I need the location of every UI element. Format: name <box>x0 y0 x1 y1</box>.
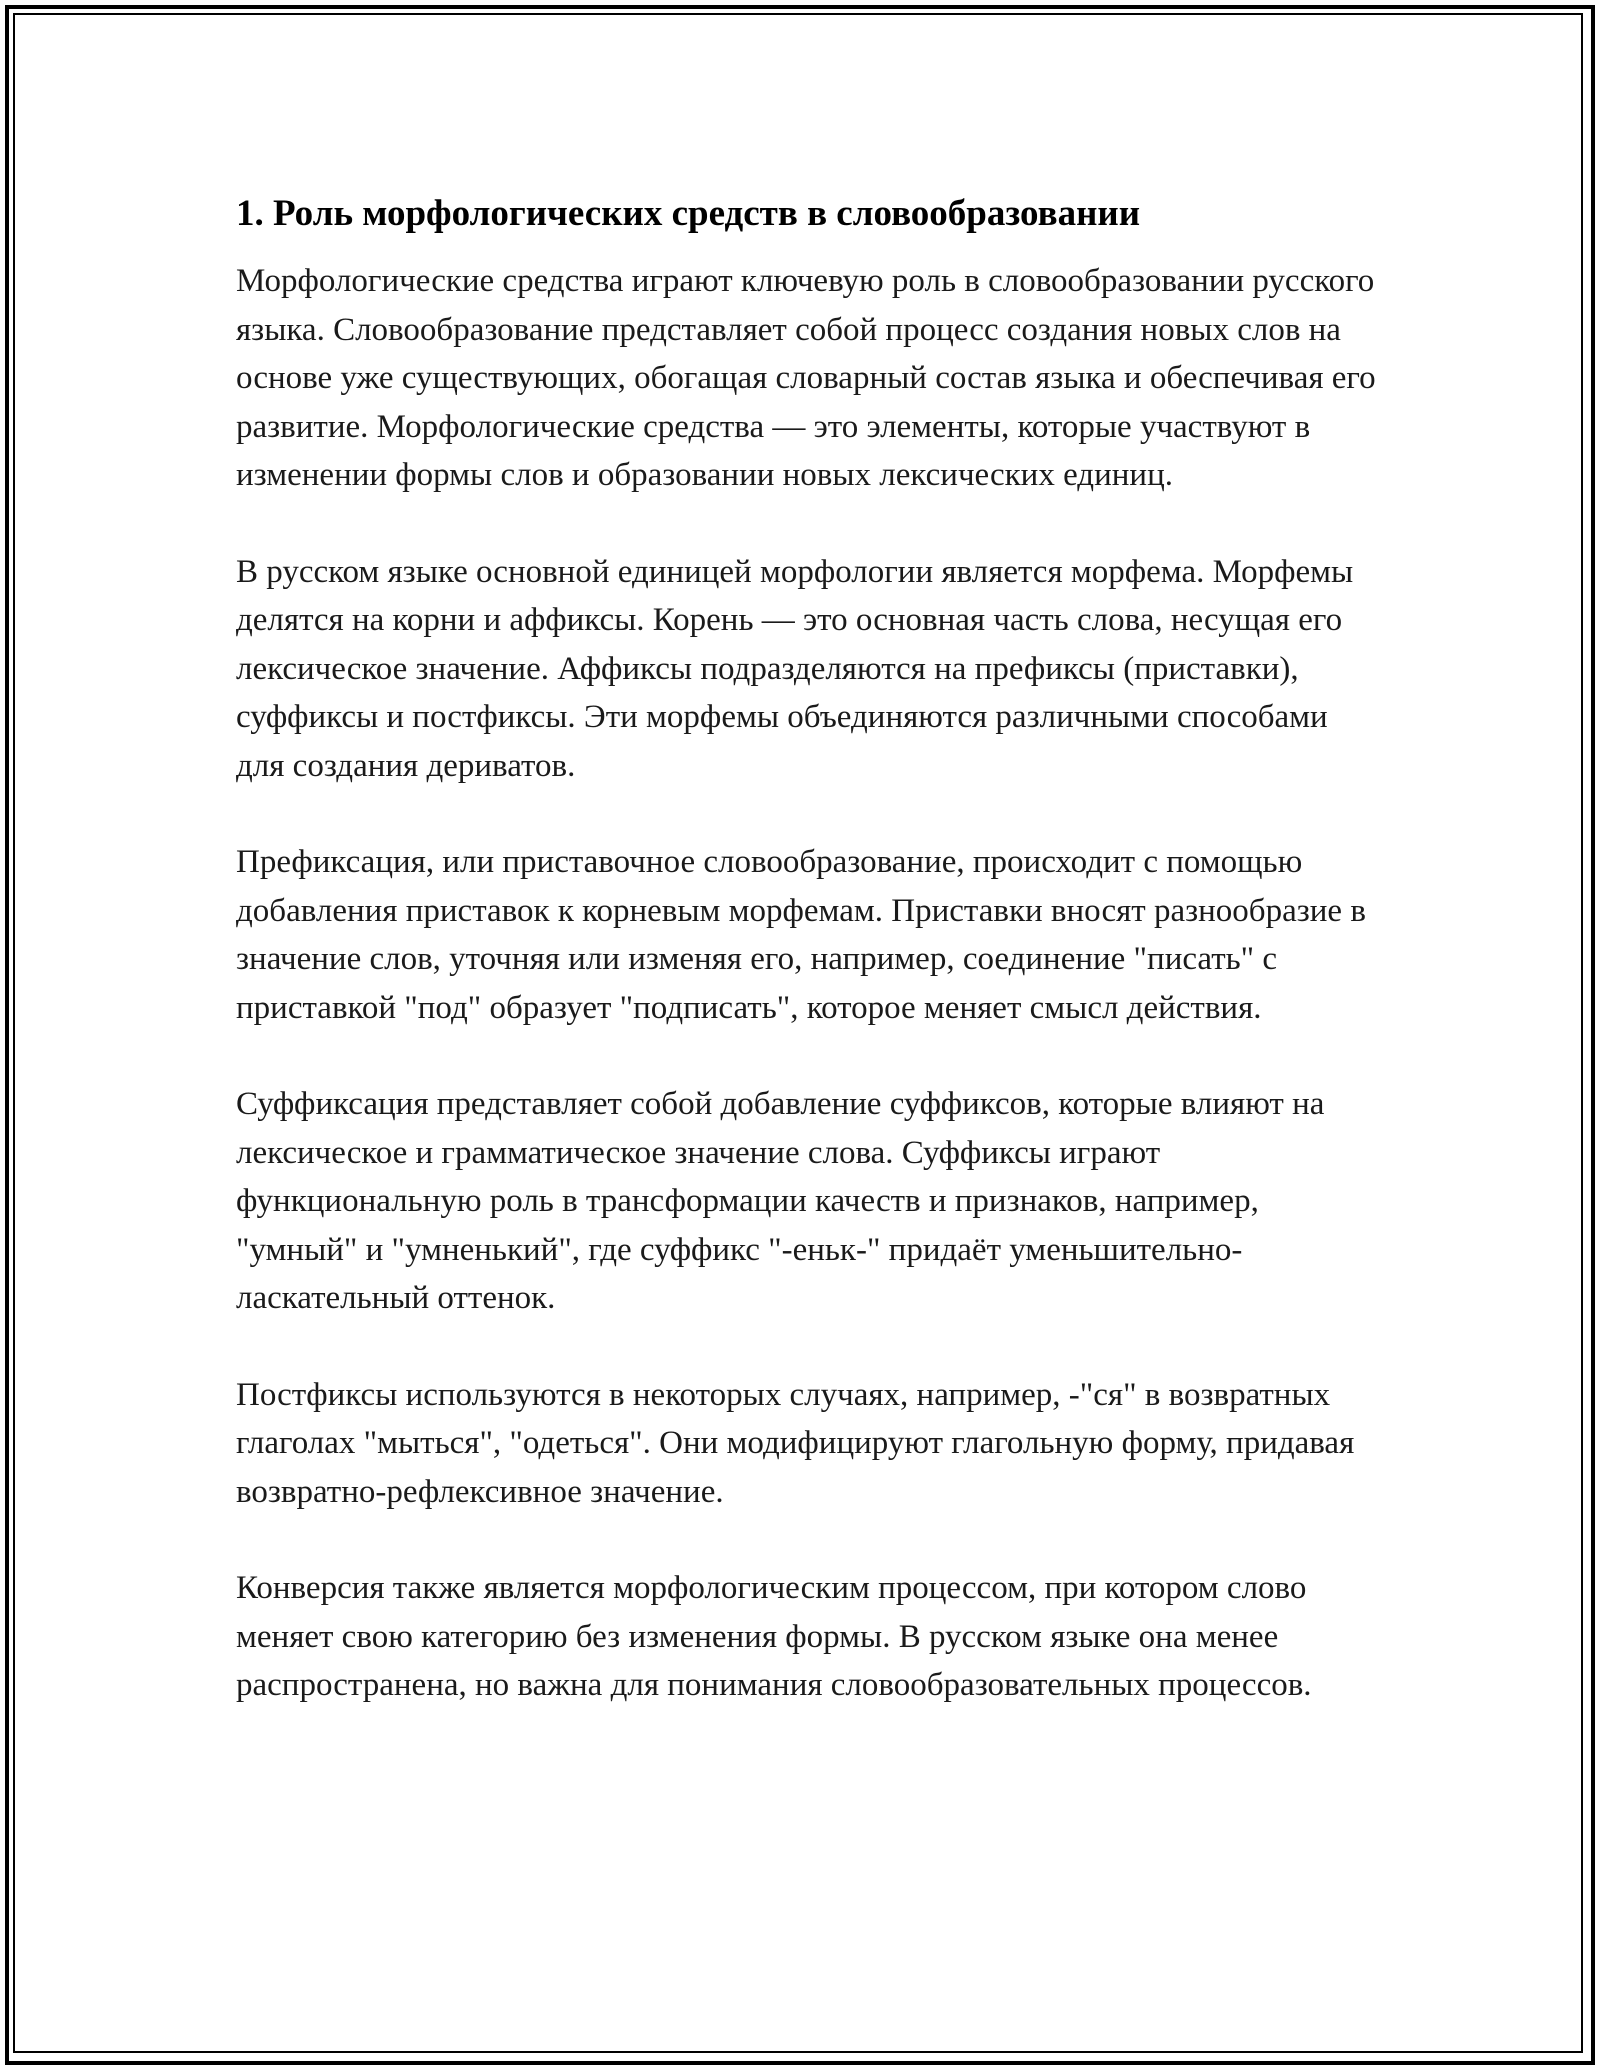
paragraph-suffixation: Суффиксация представляет собой добавление суффиксов, которые влияют на лексическое и грамматическое значение слова. Суффиксы играют функциональную роль в трансформации качеств и признаков, например, "умный" и "умненький", где суффикс "-еньк-" придаёт уменьшительно-ласкательный оттенок. <box>236 1086 1325 1316</box>
paragraph-prefixation: Префиксация, или приставочное словообразование, происходит с помощью добавления приставок к корневым морфемам. Приставки вносят разнообразие в значение слов, уточняя или изменяя его, например, соединение "писать" с приставкой "под" образует "подписать", которое меняет смысл действия. <box>236 844 1366 1026</box>
paragraph-intro: Морфологические средства играют ключевую роль в словообразовании русского языка. Словообразование представляет собой процесс создания новых слов на основе уже существующих, обогащая словарный состав языка и обеспечивая его развитие. Морфологические средства — это элементы, которые участвуют в изменении формы слов и образовании новых лексических единиц. <box>236 263 1376 493</box>
section-heading: 1. Роль морфологических средств в словообразовании <box>236 193 1141 234</box>
paragraph-postfixes: Постфиксы используются в некоторых случаях, например, -"ся" в возвратных глаголах "мыться", "одеться". Они модифицируют глагольную форму, придавая возвратно-рефлексивное значение. <box>236 1376 1355 1510</box>
paragraph-morpheme: В русском языке основной единицей морфологии является морфема. Морфемы делятся на корни и аффиксы. Корень — это основная часть слова, несущая его лексическое значение. Аффиксы подразделяются на префиксы (приставки), суффиксы и постфиксы. Эти морфемы объединяются различными способами для создания дериватов. <box>236 553 1354 784</box>
document-body <box>236 186 1376 1758</box>
paragraph-conversion: Конверсия также является морфологическим процессом, при котором слово меняет свою категорию без изменения формы. В русском языке она менее распространена, но важна для понимания словообразовательных процессов. <box>236 1570 1312 1703</box>
